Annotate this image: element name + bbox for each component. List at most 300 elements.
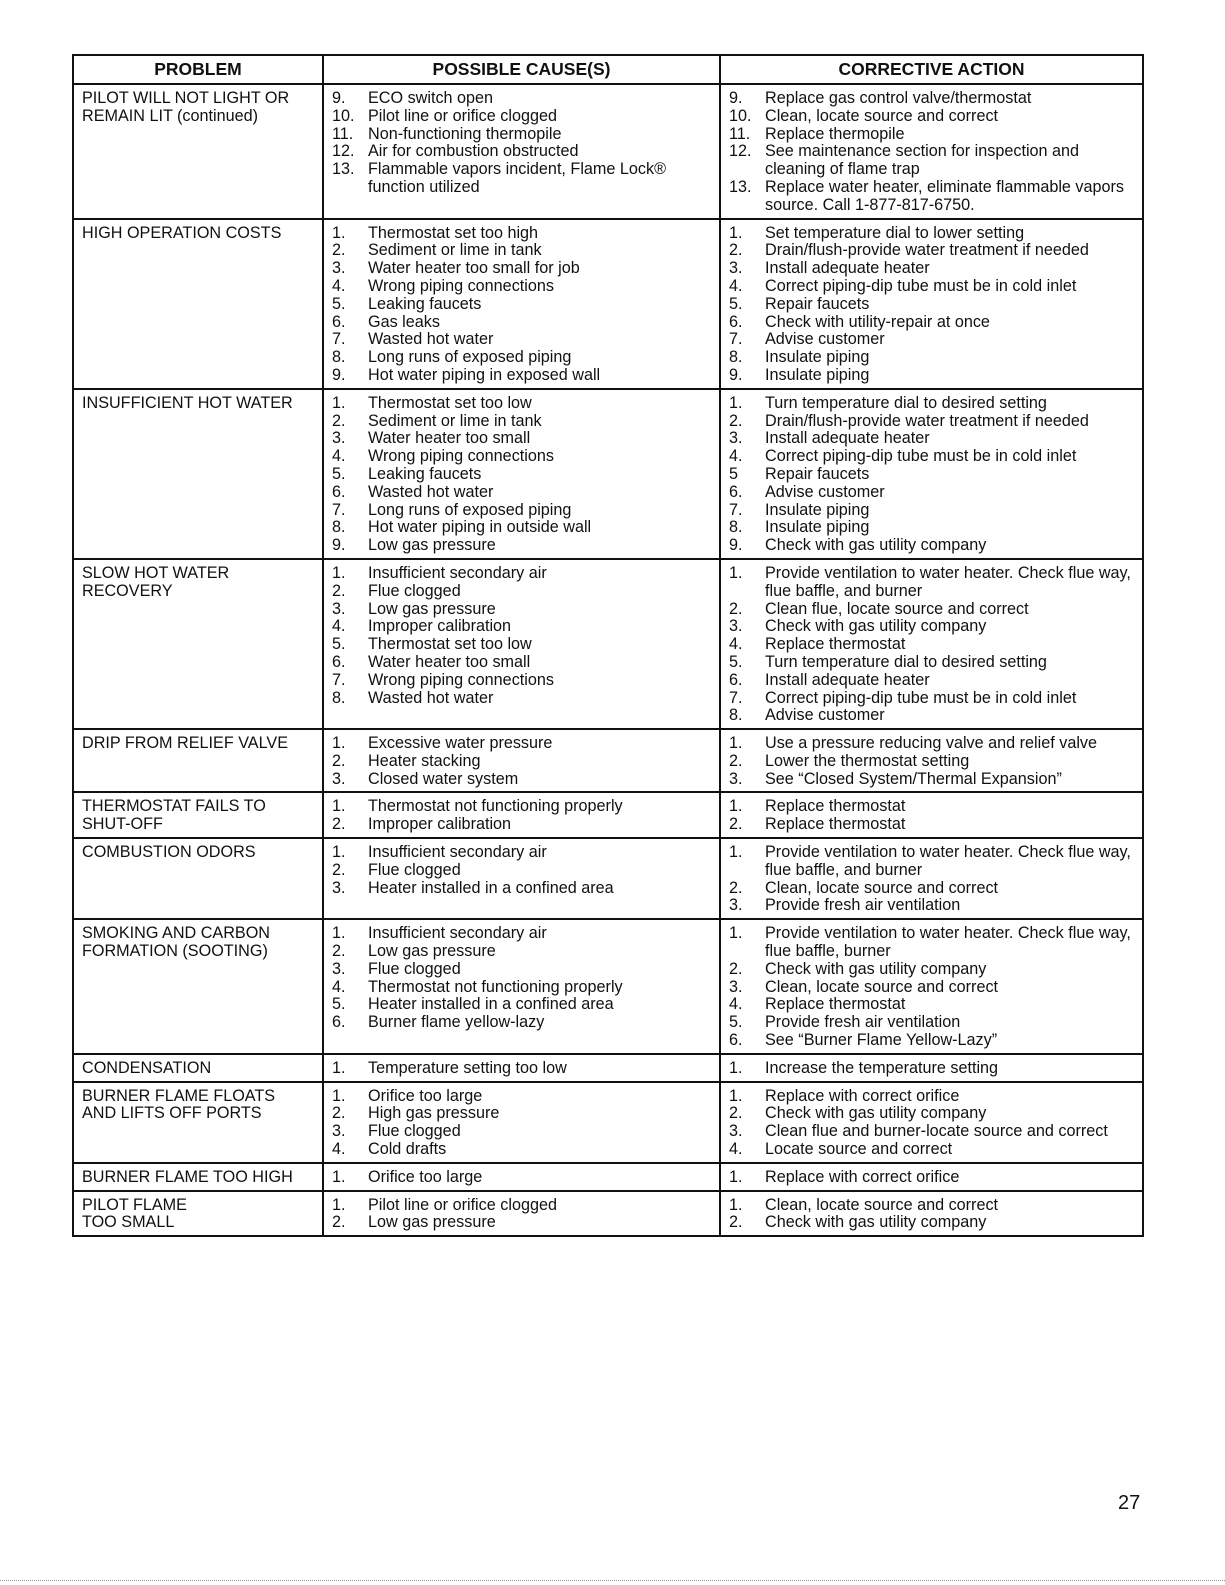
causes-cell	[323, 219, 720, 389]
list-item	[729, 502, 1138, 520]
list-item	[332, 1060, 715, 1078]
list-item	[729, 565, 1138, 601]
item-text: Repair faucets	[765, 294, 870, 313]
list-item	[729, 519, 1138, 537]
item-number: 2.	[332, 815, 346, 834]
item-number: 1.	[729, 843, 743, 862]
item-number: 9.	[332, 365, 346, 384]
item-number: 2.	[729, 751, 743, 770]
page-number: 27	[1118, 1492, 1141, 1514]
item-text: Improper calibration	[368, 815, 512, 834]
causes-cell	[323, 559, 720, 729]
table-row	[73, 1163, 1143, 1191]
list-item	[332, 690, 715, 708]
item-text: Low gas pressure	[368, 599, 496, 618]
item-text: See “Burner Flame Yellow-Lazy”	[765, 1031, 998, 1050]
actions-list	[721, 839, 1142, 918]
item-text: Check with gas utility company	[765, 959, 987, 978]
actions-cell	[720, 729, 1143, 792]
list-item	[332, 961, 715, 979]
item-number: 4.	[729, 276, 743, 295]
item-text: Repair faucets	[765, 464, 870, 483]
item-number: 6.	[729, 312, 743, 331]
item-text: Lower the thermostat setting	[765, 751, 970, 770]
item-text: Insufficient secondary air	[368, 843, 547, 862]
item-number: 7.	[332, 500, 346, 519]
list-item	[729, 601, 1138, 619]
item-number: 6.	[332, 652, 346, 671]
item-number: 2.	[729, 878, 743, 897]
item-number: 9.	[729, 89, 743, 107]
item-text: Insulate piping	[765, 518, 870, 537]
item-text: Increase the temperature setting	[765, 1058, 999, 1077]
item-text: Orifice too large	[368, 1086, 483, 1105]
list-item	[729, 844, 1138, 880]
problem-text: PILOT FLAME TOO SMALL	[82, 1195, 187, 1232]
causes-list	[324, 220, 719, 388]
table-header-row	[73, 55, 1143, 84]
list-item	[332, 484, 715, 502]
item-number: 4.	[729, 635, 743, 654]
list-item	[729, 636, 1138, 654]
item-text: Closed water system	[368, 769, 519, 788]
causes-list	[324, 1055, 719, 1081]
list-item	[332, 601, 715, 619]
list-item	[729, 690, 1138, 708]
item-number: 6.	[729, 670, 743, 689]
list-item	[729, 126, 1138, 144]
item-text: Replace thermostat	[765, 635, 906, 654]
item-number: 11.	[332, 124, 354, 143]
item-number: 8.	[729, 518, 743, 537]
list-item	[332, 126, 715, 144]
list-item	[332, 413, 715, 431]
item-number: 5	[729, 464, 739, 483]
actions-cell	[720, 1163, 1143, 1191]
item-text: Wrong piping connections	[368, 447, 554, 466]
item-number: 7.	[332, 670, 346, 689]
list-item	[332, 880, 715, 898]
list-item	[332, 395, 715, 413]
item-number: 9.	[332, 536, 346, 555]
item-text: Long runs of exposed piping	[368, 500, 572, 519]
causes-cell	[323, 1191, 720, 1237]
list-item	[332, 242, 715, 260]
problem-text: CONDENSATION	[82, 1058, 212, 1077]
problem-text: SLOW HOT WATER RECOVERY	[82, 563, 230, 600]
list-item	[729, 925, 1138, 961]
item-text: Wasted hot water	[368, 482, 494, 501]
list-item	[729, 1105, 1138, 1123]
table-row	[73, 729, 1143, 792]
item-number: 4.	[332, 447, 346, 466]
causes-list	[324, 560, 719, 710]
causes-cell	[323, 919, 720, 1054]
item-text: Correct piping-dip tube must be in cold inlet	[765, 276, 1077, 295]
item-number: 2.	[332, 581, 346, 600]
item-text: Pilot line or orifice clogged	[368, 106, 557, 125]
problem-text: THERMOSTAT FAILS TO SHUT-OFF	[82, 797, 266, 834]
causes-list	[324, 1192, 719, 1236]
item-number: 4.	[729, 1140, 743, 1159]
item-text: Leaking faucets	[368, 294, 482, 313]
item-number: 1.	[332, 1086, 346, 1105]
list-item	[729, 1141, 1138, 1159]
list-item	[332, 466, 715, 484]
item-number: 4.	[332, 977, 346, 996]
item-text: Replace thermopile	[765, 124, 905, 143]
causes-cell	[323, 729, 720, 792]
list-item	[729, 1014, 1138, 1032]
item-number: 8.	[332, 688, 346, 707]
list-item	[729, 1060, 1138, 1078]
list-item	[729, 672, 1138, 690]
causes-cell	[323, 1054, 720, 1082]
list-item	[332, 925, 715, 943]
list-item	[729, 537, 1138, 555]
item-text: Thermostat set too low	[368, 635, 532, 654]
item-number: 2.	[332, 860, 346, 879]
actions-cell	[720, 559, 1143, 729]
table-row	[73, 1054, 1143, 1082]
item-number: 2.	[332, 1104, 346, 1123]
item-number: 1.	[729, 734, 743, 753]
problem-cell	[73, 1191, 323, 1237]
list-item	[729, 413, 1138, 431]
table-row	[73, 1082, 1143, 1163]
table-body	[73, 84, 1143, 1236]
item-number: 1.	[332, 1167, 346, 1186]
list-item	[729, 753, 1138, 771]
list-item	[332, 979, 715, 997]
list-item	[729, 654, 1138, 672]
item-number: 5.	[332, 635, 346, 654]
list-item	[332, 349, 715, 367]
item-text: See maintenance section for inspection and cleaning of flame trap	[765, 142, 1080, 179]
list-item	[729, 880, 1138, 898]
problem-text: COMBUSTION ODORS	[82, 843, 256, 862]
item-text: Burner flame yellow-lazy	[368, 1013, 545, 1032]
list-item	[332, 1123, 715, 1141]
list-item	[729, 395, 1138, 413]
item-text: Water heater too small	[368, 429, 531, 448]
header-problem: PROBLEM	[73, 55, 323, 84]
item-number: 6.	[332, 1013, 346, 1032]
item-number: 12.	[729, 142, 752, 161]
problem-text: PILOT WILL NOT LIGHT OR REMAIN LIT (continued)	[82, 89, 290, 125]
item-text: Orifice too large	[368, 1167, 483, 1186]
item-text: Long runs of exposed piping	[368, 348, 572, 367]
list-item	[729, 798, 1138, 816]
item-text: Heater stacking	[368, 751, 481, 770]
actions-list	[721, 1055, 1142, 1081]
list-item	[729, 1032, 1138, 1050]
list-item	[332, 314, 715, 332]
page-bottom-divider	[0, 1580, 1225, 1581]
item-text: Sediment or lime in tank	[368, 241, 542, 260]
item-text: Hot water piping in outside wall	[368, 518, 592, 537]
item-number: 2.	[332, 751, 346, 770]
problem-text: BURNER FLAME FLOATS AND LIFTS OFF PORTS	[82, 1086, 276, 1123]
list-item	[729, 225, 1138, 243]
item-number: 9.	[332, 89, 346, 107]
list-item	[729, 707, 1138, 725]
table-row	[73, 84, 1143, 219]
actions-cell	[720, 792, 1143, 838]
item-number: 3.	[332, 769, 346, 788]
item-number: 1.	[332, 1058, 346, 1077]
list-item	[332, 1197, 715, 1215]
list-item	[729, 1088, 1138, 1106]
item-number: 2.	[729, 411, 743, 430]
item-number: 2.	[729, 815, 743, 834]
header-possible-causes: POSSIBLE CAUSE(S)	[323, 55, 720, 84]
item-text: Set temperature dial to lower setting	[765, 223, 1025, 242]
item-number: 1.	[729, 223, 743, 242]
causes-cell	[323, 1163, 720, 1191]
problem-text: HIGH OPERATION COSTS	[82, 223, 282, 242]
list-item	[332, 618, 715, 636]
causes-cell	[323, 389, 720, 559]
actions-cell	[720, 1191, 1143, 1237]
item-number: 3.	[729, 1122, 743, 1141]
item-number: 10.	[729, 106, 752, 125]
actions-list	[721, 1192, 1142, 1236]
item-number: 9.	[729, 536, 743, 555]
table-row	[73, 919, 1143, 1054]
item-text: Water heater too small	[368, 652, 531, 671]
item-number: 2.	[729, 1213, 743, 1232]
problem-cell	[73, 389, 323, 559]
list-item	[332, 296, 715, 314]
list-item	[729, 296, 1138, 314]
item-text: Wasted hot water	[368, 330, 494, 349]
item-number: 1.	[332, 1195, 346, 1214]
problem-cell	[73, 1082, 323, 1163]
item-text: Provide fresh air ventilation	[765, 1013, 961, 1032]
item-number: 7.	[332, 330, 346, 349]
causes-list	[324, 730, 719, 791]
item-text: Flammable vapors incident, Flame Lock® function utilized	[368, 160, 667, 196]
item-text: Low gas pressure	[368, 536, 496, 555]
item-text: Improper calibration	[368, 617, 512, 636]
item-number: 2.	[332, 241, 346, 260]
item-number: 2.	[332, 942, 346, 961]
list-item	[332, 430, 715, 448]
item-text: Clean flue, locate source and correct	[765, 599, 1029, 618]
item-text: Turn temperature dial to desired setting	[765, 652, 1047, 671]
list-item	[332, 331, 715, 349]
item-number: 3.	[729, 896, 743, 915]
list-item	[332, 798, 715, 816]
item-number: 3.	[729, 429, 743, 448]
problem-cell	[73, 219, 323, 389]
actions-cell	[720, 1054, 1143, 1082]
item-number: 1.	[332, 393, 346, 412]
item-number: 3.	[332, 429, 346, 448]
item-number: 4.	[332, 276, 346, 295]
causes-list	[324, 793, 719, 837]
list-item	[729, 179, 1138, 215]
item-number: 8.	[729, 706, 743, 725]
list-item	[332, 161, 715, 197]
item-text: Insufficient secondary air	[368, 924, 547, 943]
item-text: Provide ventilation to water heater. Check flue way, flue baffle, burner	[765, 924, 1131, 961]
item-text: Excessive water pressure	[368, 734, 553, 753]
item-text: Advise customer	[765, 706, 885, 725]
item-text: Provide fresh air ventilation	[765, 896, 961, 915]
list-item	[332, 1105, 715, 1123]
item-text: Non-functioning thermopile	[368, 124, 562, 143]
item-number: 7.	[729, 688, 743, 707]
item-number: 5.	[729, 652, 743, 671]
item-text: Thermostat not functioning properly	[368, 797, 623, 816]
causes-list	[324, 1083, 719, 1162]
list-item	[332, 672, 715, 690]
list-item	[729, 961, 1138, 979]
item-number: 5.	[332, 995, 346, 1014]
item-number: 12.	[332, 142, 355, 161]
item-number: 9.	[729, 365, 743, 384]
item-number: 2.	[729, 959, 743, 978]
item-number: 8.	[332, 518, 346, 537]
header-corrective-action: CORRECTIVE ACTION	[720, 55, 1143, 84]
list-item	[332, 260, 715, 278]
item-number: 4.	[729, 995, 743, 1014]
list-item	[729, 331, 1138, 349]
list-item	[332, 367, 715, 385]
list-item	[332, 1214, 715, 1232]
item-text: See “Closed System/Thermal Expansion”	[765, 769, 1062, 788]
item-text: Leaking faucets	[368, 464, 482, 483]
problem-cell	[73, 919, 323, 1054]
item-number: 1.	[332, 734, 346, 753]
list-item	[729, 996, 1138, 1014]
list-item	[332, 636, 715, 654]
actions-cell	[720, 84, 1143, 219]
item-number: 13.	[332, 160, 355, 179]
problem-text: DRIP FROM RELIEF VALVE	[82, 734, 288, 753]
problem-cell	[73, 1163, 323, 1191]
actions-list	[721, 730, 1142, 791]
item-number: 3.	[332, 878, 346, 897]
list-item	[729, 448, 1138, 466]
item-number: 2.	[729, 599, 743, 618]
list-item	[729, 618, 1138, 636]
item-number: 1.	[729, 563, 743, 582]
item-text: Replace thermostat	[765, 995, 906, 1014]
actions-cell	[720, 389, 1143, 559]
list-item	[332, 996, 715, 1014]
actions-list	[721, 793, 1142, 837]
item-text: Clean, locate source and correct	[765, 977, 999, 996]
causes-list	[324, 390, 719, 558]
item-text: Clean flue and burner-locate source and correct	[765, 1122, 1108, 1141]
problem-cell	[73, 792, 323, 838]
problem-cell	[73, 1054, 323, 1082]
list-item	[332, 583, 715, 601]
item-text: Air for combustion obstructed	[368, 142, 579, 161]
item-number: 1.	[332, 223, 346, 242]
item-text: Clean, locate source and correct	[765, 106, 999, 125]
list-item	[332, 502, 715, 520]
item-text: Wrong piping connections	[368, 670, 554, 689]
item-number: 5.	[729, 1013, 743, 1032]
list-item	[729, 771, 1138, 789]
item-number: 3.	[729, 977, 743, 996]
item-text: Cold drafts	[368, 1140, 447, 1159]
item-number: 1.	[729, 797, 743, 816]
actions-cell	[720, 838, 1143, 919]
item-number: 4.	[332, 1140, 346, 1159]
table-row	[73, 792, 1143, 838]
item-number: 6.	[332, 482, 346, 501]
actions-list	[721, 1164, 1142, 1190]
item-text: Replace water heater, eliminate flammable vapors source. Call 1-877-817-6750.	[765, 177, 1125, 214]
item-text: Install adequate heater	[765, 259, 930, 278]
item-number: 10.	[332, 106, 355, 125]
actions-cell	[720, 1082, 1143, 1163]
item-text: Gas leaks	[368, 312, 440, 331]
causes-list	[324, 85, 719, 200]
item-number: 1.	[729, 393, 743, 412]
item-text: Low gas pressure	[368, 1213, 496, 1232]
item-text: Provide ventilation to water heater. Check flue way, flue baffle, and burner	[765, 563, 1131, 600]
item-text: Replace thermostat	[765, 797, 906, 816]
list-item	[332, 143, 715, 161]
table-row	[73, 219, 1143, 389]
list-item	[332, 225, 715, 243]
item-text: Check with utility-repair at once	[765, 312, 990, 331]
list-item	[729, 260, 1138, 278]
item-text: Hot water piping in exposed wall	[368, 365, 601, 384]
list-item	[332, 519, 715, 537]
table-row	[73, 559, 1143, 729]
item-number: 7.	[729, 500, 743, 519]
item-text: Insufficient secondary air	[368, 563, 547, 582]
list-item	[332, 1169, 715, 1187]
item-text: Clean, locate source and correct	[765, 1195, 999, 1214]
item-number: 5.	[332, 294, 346, 313]
item-number: 3.	[729, 617, 743, 636]
list-item	[729, 278, 1138, 296]
item-number: 2.	[332, 411, 346, 430]
list-item	[729, 367, 1138, 385]
item-number: 1.	[729, 924, 743, 943]
list-item	[729, 90, 1138, 108]
item-number: 1.	[729, 1195, 743, 1214]
item-text: Heater installed in a confined area	[368, 995, 614, 1014]
item-number: 5.	[729, 294, 743, 313]
item-text: Wrong piping connections	[368, 276, 554, 295]
item-text: High gas pressure	[368, 1104, 500, 1123]
item-text: Replace with correct orifice	[765, 1086, 960, 1105]
list-item	[332, 654, 715, 672]
actions-cell	[720, 219, 1143, 389]
item-number: 3.	[729, 259, 743, 278]
item-number: 1.	[729, 1058, 743, 1077]
list-item	[332, 1141, 715, 1159]
list-item	[332, 735, 715, 753]
item-number: 7.	[729, 330, 743, 349]
item-text: Thermostat not functioning properly	[368, 977, 623, 996]
item-text: Provide ventilation to water heater. Check flue way, flue baffle, and burner	[765, 843, 1131, 879]
problem-text: BURNER FLAME TOO HIGH	[82, 1167, 293, 1186]
item-text: Pilot line or orifice clogged	[368, 1195, 557, 1214]
list-item	[332, 816, 715, 834]
list-item	[729, 143, 1138, 179]
actions-list	[721, 920, 1142, 1053]
